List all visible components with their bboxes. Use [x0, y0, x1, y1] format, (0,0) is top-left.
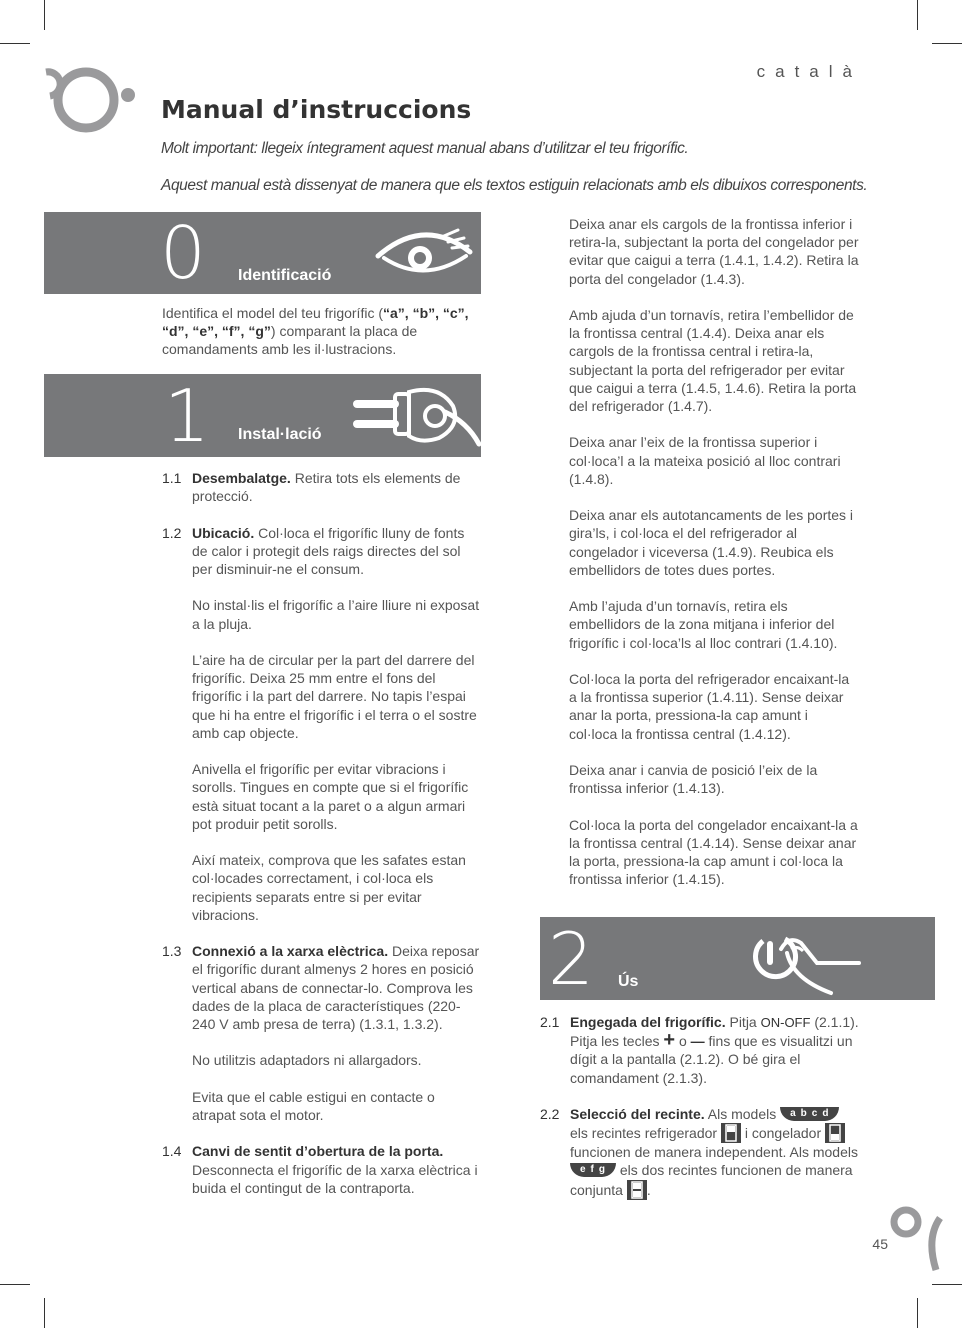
- section-0-header: [44, 212, 481, 294]
- section-number: 2: [548, 917, 594, 1001]
- brand-logo-icon: [40, 66, 140, 138]
- models-efg-badge: efg: [570, 1163, 616, 1177]
- plug-icon: [349, 382, 481, 452]
- section-title: Instal·lació: [238, 426, 322, 443]
- section-number: 1: [164, 374, 210, 458]
- section-2-header: [540, 917, 935, 1000]
- language-label: català: [756, 62, 862, 81]
- list-item: 1.2 Ubicació. Col·loca el frigorífic lluny de fonts de calor i protegit dels raigs directes del sol per disminuir-ne el consum. No instal·lis el frigorífic a l’aire lliure ni exposat a la pluja. L’aire ha de circular per la part del darrere del frigorífic. Deixa 25 mm entre el fons del frigorífic i la part del darrere. No tapis l’espai que hi ha entre el frigorífic i el terra o el sostre amb cap objecte. Anivella el frigorífic per evitar vibracions i sorolls. Tingues en compte que si el frigorífic està situat tocant a la paret o a algun armari pot produir petit sorolls. Així mateix, comprova que les safates estan col·locades correctament, i col·loca els recipients separats entre si per evitar vibracions.: [162, 524, 480, 923]
- section-title: Ús: [618, 973, 639, 990]
- power-button-hand-icon: [745, 923, 865, 997]
- crop-mark: [917, 0, 918, 30]
- section-1-header: [44, 374, 481, 457]
- door-reversal-steps: Deixa anar els cargols de la frontissa inferior i retira-la, subjectant la porta del congelador per evitar que caigui a terra (1.4.1, 1.4.2). Retira la porta del congelador (1.4.3). Amb ajuda d’un tornavís, retira l’embellidor de la frontissa central (1.4.4). Deixa anar els cargols de la frontissa central i retira-la, subjectant la porta del refrigerador per evitar que caigui a terra (1.4.5, 1.4.6). Retira la porta del refrigerador (1.4.7). Deixa anar l’eix de la frontissa superior i col·loca’l a la mateixa posició al lloc contrari (1.4.8). Deixa anar els autotancaments de les portes i gira’ls, i col·loca el del refrigerador al congelador i viceversa (1.4.9). Reubica els embellidors de totes dues portes. Amb l’ajuda d’un tornavís, retira els embellidors de la zona mitjana i inferior del frigorífic i col·loca’ls al lloc contrari (1.4.10). Col·loca la porta del refrigerador encaixant-la a la frontissa superior (1.4.11). Sense deixar anar la porta, pressiona-la cap amunt i col·loca la frontissa central (1.4.12). Deixa anar i canvia de posició l’eix de la frontissa inferior (1.4.13). Col·loca la porta del congelador encaixant-la a la frontissa central (1.4.14). Sense deixar anar la porta, pressiona-la cap amunt i col·loca la frontissa inferior (1.4.15).: [569, 216, 859, 888]
- fridge-compartment-icon: [721, 1123, 741, 1143]
- section-2-text: [540, 1013, 860, 1218]
- brand-logo-fragment-icon: [888, 1204, 948, 1274]
- fridge-compartment-icon: [627, 1180, 647, 1200]
- models-abcd-badge: abcd: [780, 1107, 839, 1121]
- crop-mark: [932, 1284, 962, 1285]
- crop-mark: [0, 1284, 30, 1285]
- section-number: 0: [160, 211, 206, 295]
- list-item: 1.3 Connexió a la xarxa elèctrica. Deixa reposar el frigorífic durant almenys 2 hores en posició vertical abans de connectar-lo. Comprova les dades de la placa de característiques (220-240 V amb presa de terra) (1.3.1, 1.3.2). No utilitzis adaptadors ni allargadors. Evita que el cable estigui en contacte o atrapat sota el motor.: [162, 943, 480, 1123]
- list-item: 1.1 Desembalatge. Retira tots els elements de protecció.: [162, 470, 461, 505]
- minus-key-icon: —: [690, 1033, 705, 1050]
- page-title: Manual d’instruccions: [161, 95, 472, 124]
- section-1-text: [162, 469, 482, 1215]
- page-number: 45: [872, 1236, 888, 1252]
- crop-mark: [917, 1298, 918, 1328]
- intro-important: Molt important: llegeix íntegrament aquest manual abans d’utilitzar el teu frigorífic.: [161, 140, 689, 157]
- model-list: “a”, “b”, “c”, “d”, “e”, “f”, “g”: [162, 305, 469, 340]
- crop-mark: [44, 0, 45, 30]
- on-off-key-label: ON-OFF: [760, 1015, 811, 1030]
- section-title: Identificació: [238, 267, 332, 284]
- list-item: 2.1 Engegada del frigorífic. Pitja ON-OFF (2.1.1). Pitja les tecles + o — fins que es visualitzi un dígit a la pantalla (2.1.2). O bé gira el comandament (2.1.3).: [540, 1014, 859, 1086]
- plus-key-icon: +: [663, 1029, 676, 1052]
- eye-icon: [374, 222, 474, 284]
- crop-mark: [44, 1298, 45, 1328]
- crop-mark: [0, 43, 30, 44]
- intro-note: Aquest manual està dissenyat de manera que els textos estiguin relacionats amb els dibuixos corresponents.: [161, 177, 868, 194]
- fridge-compartment-icon: [825, 1123, 845, 1143]
- crop-mark: [932, 43, 962, 44]
- list-item: 1.4 Canvi de sentit d’obertura de la porta. Desconnecta el frigorífic de la xarxa elèctrica i buida el contingut de la contraporta.: [162, 1143, 478, 1196]
- section-0-text: Identifica el model del teu frigorífic (“a”, “b”, “c”, “d”, “e”, “f”, “g”) comparant la placa de comandaments amb les il·lustracions.: [162, 305, 469, 358]
- list-item: 2.2 Selecció del recinte. Als models abcd els recintes refrigerador i congelador funcionen de manera independent. Als models efg els dos recintes funcionen de manera conjunta .: [540, 1106, 858, 1198]
